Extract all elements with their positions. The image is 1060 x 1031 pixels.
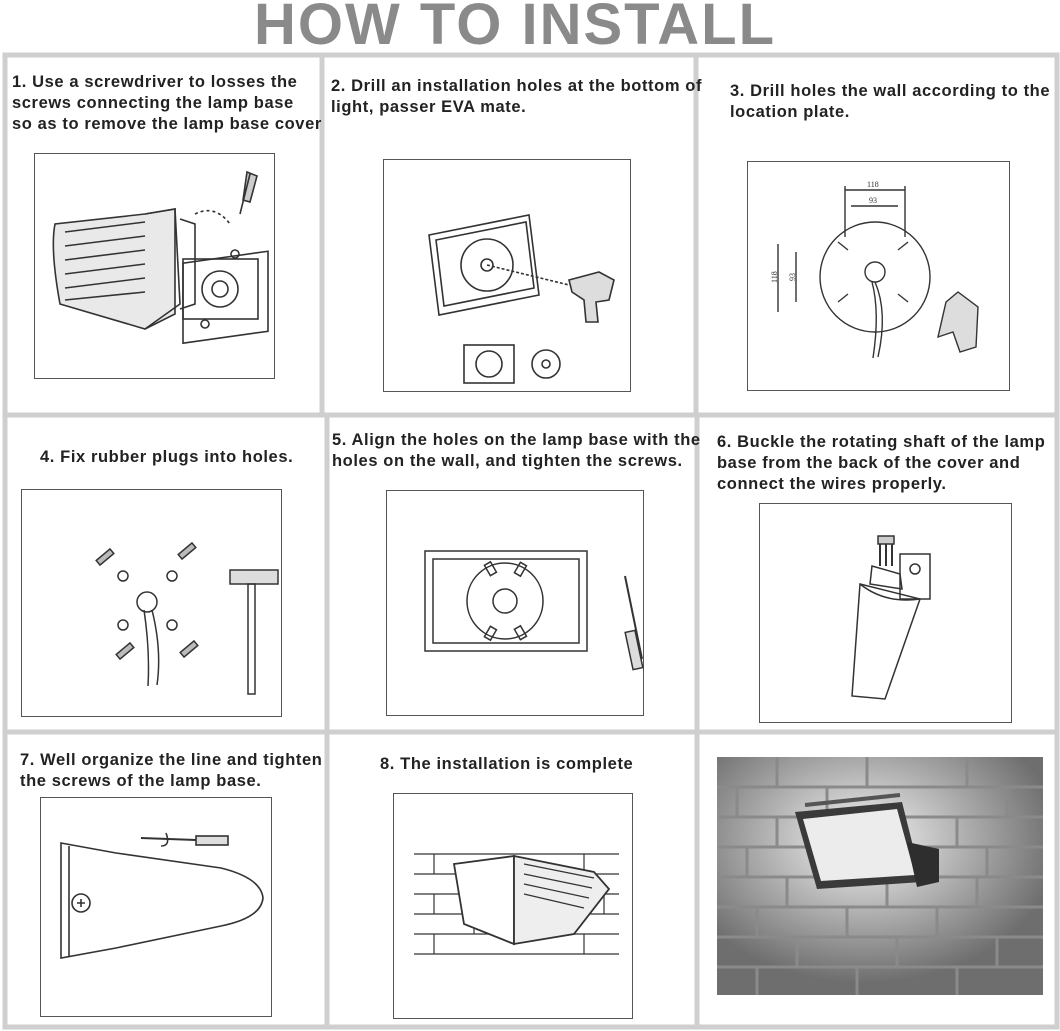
page-title: HOW TO INSTALL [253, 0, 777, 57]
step-2-illustration [383, 159, 631, 392]
step-8-text: 8. The installation is complete [380, 755, 634, 773]
step-4-text: 4. Fix rubber plugs into holes. [40, 448, 294, 466]
step-2-text: 2. Drill an installation holes at the bottom of light, passer EVA mate. [331, 77, 703, 116]
dim-outer-v-label: 118 [770, 271, 779, 283]
step-1-text: 1. Use a screwdriver to losses the screws connecting the lamp base so as to remove the lamp base cover [12, 73, 322, 133]
step-8-illustration [393, 793, 633, 1019]
step-3-illustration [747, 161, 1010, 391]
step-1-illustration [34, 153, 275, 379]
installed-lamp-photo [717, 757, 1043, 995]
step-4-illustration [21, 489, 282, 717]
step-6-illustration [759, 503, 1012, 723]
step-5-text: 5. Align the holes on the lamp base with the holes on the wall, and tighten the screws. [332, 431, 701, 470]
step-7-text: 7. Well organize the line and tighten the screws of the lamp base. [20, 751, 323, 790]
step-5-illustration [386, 490, 644, 716]
dim-inner-label: 93 [869, 196, 877, 205]
installed-lamp-drawing [394, 794, 634, 1020]
lamp-base-wall-drawing [387, 491, 645, 717]
tighten-lamp-base-drawing [41, 798, 273, 1018]
step-6-text: 6. Buckle the rotating shaft of the lamp base from the back of the cover and connect the wires properly. [717, 433, 1046, 493]
drill-base-drawing [384, 160, 632, 393]
dim-outer-label: 118 [867, 180, 879, 189]
rubber-plugs-drawing [22, 490, 283, 718]
rotating-shaft-drawing [760, 504, 1013, 724]
location-plate-drawing [748, 162, 1011, 392]
step-7-illustration [40, 797, 272, 1017]
step-3-text: 3. Drill holes the wall according to the location plate. [730, 82, 1051, 121]
dim-inner-v-label: 93 [788, 273, 797, 281]
lamp-base-cover-drawing [35, 154, 276, 380]
brick-wall-photo-render [717, 757, 1043, 995]
